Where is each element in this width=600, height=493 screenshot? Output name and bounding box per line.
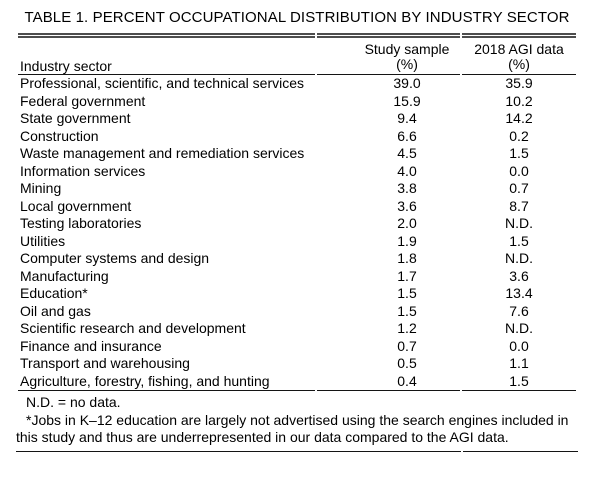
table-row [18,338,576,356]
study-sample-cell: 1.9 [397,232,417,249]
sector-cell: Manufacturing [20,267,109,284]
study-sample-cell: 15.9 [393,92,421,109]
sector-cell: Local government [20,197,132,214]
sector-cell: State government [20,110,131,126]
table-row [18,128,576,146]
sector-cell: Scientific research and development [20,320,246,336]
study-sample-cell: 1.2 [397,320,417,336]
study-sample-cell: 0.5 [397,355,417,371]
sector-cell: Utilities [20,232,66,249]
table-row [18,145,576,163]
footnote-education: *Jobs in K–12 education are largely not advertised using the search engines included in this study and thus are underrepresented in our data compared to the AGI data. [16,411,569,445]
study-sample-cell: 0.4 [317,373,460,392]
agi-data-percent-label: (%) [462,57,576,75]
agi-data-cell: 35.9 [505,75,533,91]
table-row [18,75,576,93]
agi-data-cell: 0.0 [509,162,529,179]
table-title: TABLE 1. PERCENT OCCUPATIONAL DISTRIBUTION BY INDUSTRY SECTOR [24,9,570,26]
study-sample-cell: 4.5 [397,145,417,161]
table-row [18,233,576,251]
column-header-industry-sector: Industry sector [18,33,315,75]
study-sample-cell: 0.7 [397,337,417,354]
sector-cell: Construction [20,127,99,144]
agi-data-cell: 1.5 [509,232,529,249]
sector-cell: Federal government [20,92,146,109]
agi-data-cell: 10.2 [505,92,533,109]
agi-data-cell: 1.5 [509,145,529,161]
agi-data-cell: N.D. [505,320,533,336]
study-sample-percent-label: (%) [317,57,460,75]
table-row [18,93,576,111]
table-row [18,285,576,303]
sector-cell: Waste management and remediation services [20,145,305,161]
sector-cell: Professional, scientific, and technical services [20,75,305,91]
table-header [18,33,576,75]
sector-cell: Education* [20,285,88,301]
bottom-rule [16,451,578,452]
sector-cell: Transport and warehousing [20,355,190,371]
agi-data-cell: 1.5 [462,373,576,392]
study-sample-cell: 1.5 [397,285,417,301]
study-sample-cell: 6.6 [397,127,417,144]
column-header-2018-agi-data: 2018 AGI data [462,33,576,57]
column-header-study-sample: Study sample [317,33,460,57]
sector-cell: Agriculture, forestry, fishing, and hunting [18,373,315,392]
table-row [18,303,576,321]
agi-data-cell: 0.7 [509,180,529,196]
agi-data-cell: 1.1 [509,355,529,371]
study-sample-cell: 4.0 [397,162,417,179]
table-row [18,180,576,198]
sector-cell: Information services [20,162,146,179]
sector-cell: Oil and gas [20,302,91,319]
table-row [18,110,576,128]
agi-data-cell: 8.7 [509,197,529,214]
table-row [18,250,576,268]
study-sample-cell: 39.0 [393,75,421,91]
agi-data-cell: 13.4 [505,285,533,301]
study-sample-cell: 1.7 [397,267,417,284]
distribution-table [16,33,578,391]
table-row [18,373,576,392]
sector-cell: Computer systems and design [20,250,210,266]
table-row [18,215,576,233]
agi-data-cell: N.D. [505,215,533,231]
study-sample-cell: 9.4 [397,110,417,126]
agi-data-cell: 3.6 [509,267,529,284]
bottom-rule-segment [463,451,578,452]
agi-data-cell: 14.2 [505,110,533,126]
study-sample-cell: 1.5 [397,302,417,319]
study-sample-cell: 1.8 [397,250,417,266]
study-sample-cell: 3.6 [397,197,417,214]
bottom-rule-segment [16,451,461,452]
agi-data-cell: 7.6 [509,302,529,319]
sector-cell: Finance and insurance [20,337,162,354]
table-row [18,320,576,338]
sector-cell: Mining [20,180,62,196]
agi-data-cell: 0.2 [509,127,529,144]
agi-data-cell: 0.0 [509,337,529,354]
header-row-labels [18,33,576,57]
table-row [18,198,576,216]
study-sample-cell: 2.0 [397,215,417,231]
footnote-nd: N.D. = no data. [26,394,121,410]
footnote-section [16,394,590,447]
table-figure [0,9,600,493]
table-row [18,163,576,181]
table-body [18,75,576,391]
study-sample-cell: 3.8 [397,180,417,196]
table-row [18,355,576,373]
agi-data-cell: N.D. [505,250,533,266]
table-row [18,268,576,286]
sector-cell: Testing laboratories [20,215,142,231]
